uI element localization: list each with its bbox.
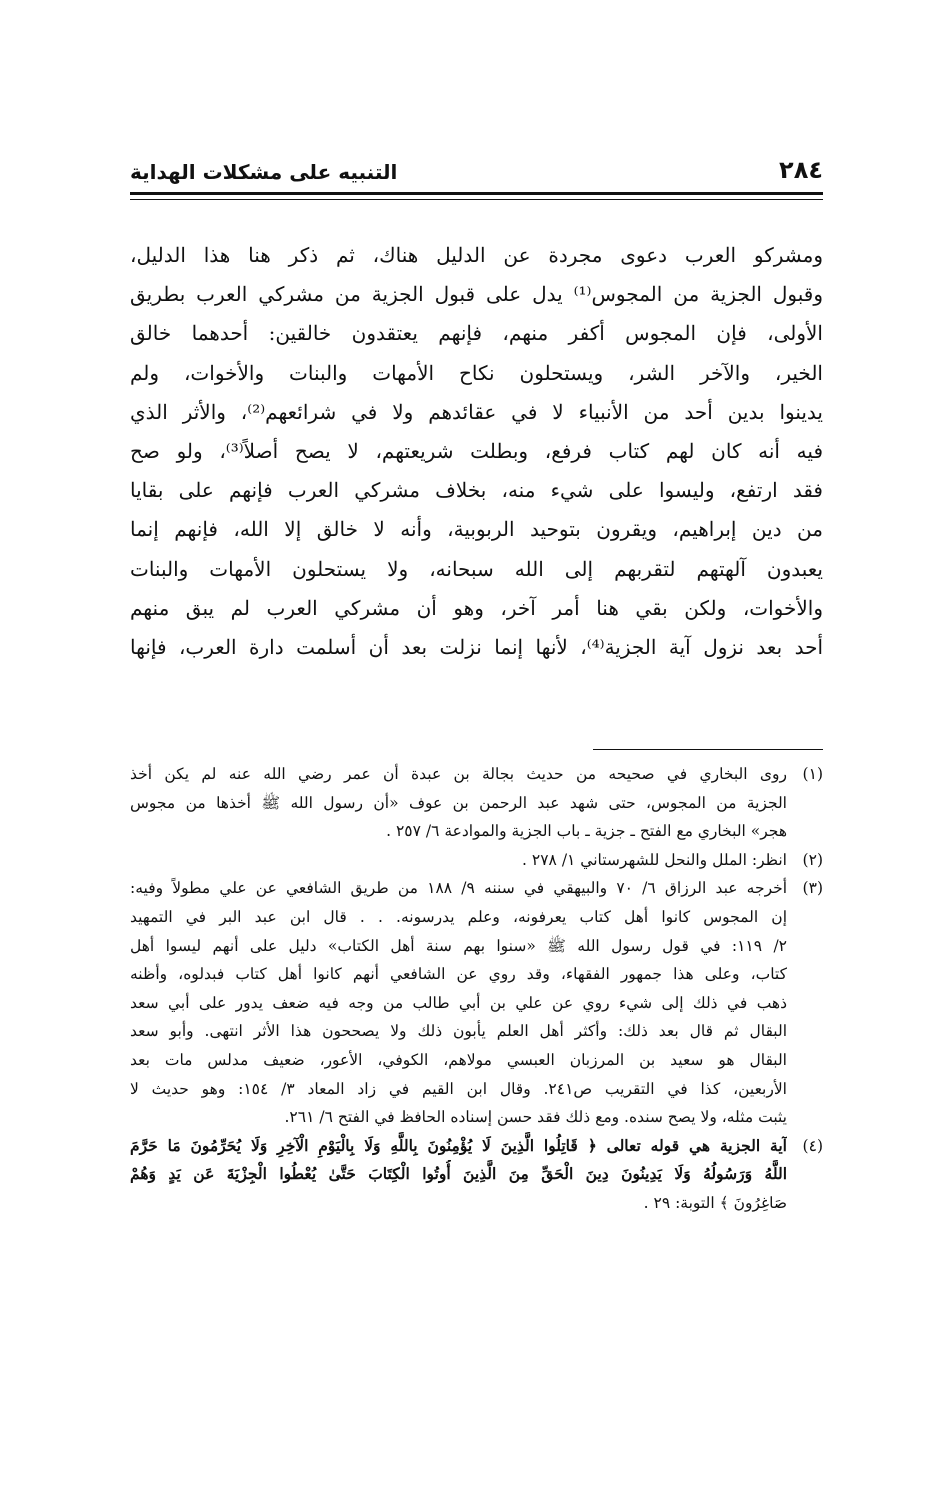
footnote-number: (٢) [802,850,823,869]
header-rule-thick [130,192,823,195]
body-line: يدينوا بدين أحد من الأنبياء لا في عقائدهم ولا في شرائعهم⁽²⁾، والأثر الذي [130,399,823,424]
footnote-line: انظر: الملل والنحل للشهرستاني ١/ ٢٧٨ . [522,850,787,869]
footnote-line: البقال هو سعيد بن المرزبان العبسي مولاهم، الكوفي، الأعور، ضعيف مدلس مات بعد [130,1050,787,1069]
footnote-line: يثبت مثله، ولا يصح سنده. ومع ذلك فقد حسن إسناده الحافظ في الفتح ٦/ ٢٦١. [284,1108,787,1127]
footnotes [130,760,823,1218]
main-text [130,236,823,667]
footnote-line: ٢/ ١١٩: في قول رسول الله ﷺ «سنوا بهم سنة أهل الكتاب» دليل على أنهم ليسوا أهل [130,936,787,955]
footnote-line: أخرجه عبد الرزاق ٦/ ٧٠ والبيهقي في سننه ٩/ ١٨٨ من طريق الشافعي عن علي مطولاً وفيه: [130,879,787,898]
footnote-1 [130,760,823,846]
footnote-line: اللَّهُ وَرَسُولُهُ وَلَا يَدِينُونَ دِينَ الْحَقِّ مِنَ الَّذِينَ أُوتُوا الْكِتَابَ حَتَّىٰ يُعْطُوا الْجِزْيَةَ عَن يَدٍ وَهُمْ [130,1164,787,1184]
footnote-line: كتاب، وعلى هذا جمهور الفقهاء، وقد روي عن الشافعي أنهم كانوا أهل كتاب فبدلوه، وأظنه [130,965,787,984]
footnote-line: ذهب في ذلك إلى شيء روي عن علي بن أبي طالب من وجه فيه ضعف يدور على أبي سعد [130,993,787,1012]
footnote-2 [130,846,823,875]
footnote-line: هجر» البخاري مع الفتح ـ جزية ـ باب الجزية والموادعة ٦/ ٢٥٧ . [386,822,787,841]
page-number: ٢٨٤ [779,156,823,184]
footnote-line: إن المجوس كانوا أهل كتاب يعرفونه، وعلم يدرسونه. . . قال ابن عبد البر في التمهيد [130,907,787,926]
body-line: فيه أنه كان لهم كتاب فرفع، وبطلت شريعتهم، لا يصح أصلاً⁽³⁾، ولو صح [130,438,823,463]
header-rule-thin [130,199,823,200]
footnote-3 [130,874,823,1131]
footnote-number: (٣) [802,879,823,898]
body-line: من دين إبراهيم، ويقرون بتوحيد الربوبية، وأنه لا خالق إلا الله، فإنهم إنما [130,517,823,542]
body-line: الأولى، فإن المجوس أكفر منهم، فإنهم يعتقدون خالقين: أحدهما خالق [130,321,823,346]
body-line: أحد بعد نزول آية الجزية⁽⁴⁾، لأنها إنما نزلت بعد أن أسلمت دارة العرب، فإنها [130,634,823,659]
book-title: التنبيه على مشكلات الهداية [130,160,398,184]
footnote-4 [130,1132,823,1218]
running-head [130,148,823,184]
footnote-line: روى البخاري في صحيحه من حديث بجالة بن عبدة أن عمر رضي الله عنه لم يكن أخذ [130,765,787,783]
body-line: وقبول الجزية من المجوس⁽¹⁾ يدل على قبول الجزية من مشركي العرب بطريق [130,282,823,307]
footnote-line: صَاغِرُونَ ﴾ التوبة: ٢٩ . [643,1193,787,1212]
body-line: الخير، والآخر الشر، ويستحلون نكاح الأمهات والبنات والأخوات، ولم [130,360,823,385]
body-line: فقد ارتفع، وليسوا على شيء منه، بخلاف مشركي العرب فإنهم على بقايا [130,478,823,503]
footnote-separator [593,749,823,750]
footnote-line: البقال ثم قال بعد ذلك: وأكثر أهل العلم يأبون ذلك ولا يصححون هذا الأثر انتهى. وأبو سعد [130,1022,787,1041]
footnote-line: الأربعين، كذا في التقريب ص٢٤١. وقال ابن القيم في زاد المعاد ٣/ ١٥٤: وهو حديث لا [130,1079,787,1098]
body-line: والأخوات، ولكن بقي هنا أمر آخر، وهو أن مشركي العرب لم يبق منهم [130,595,823,620]
footnote-number: (٤) [802,1136,823,1155]
body-line: يعبدون آلهتهم لتقربهم إلى الله سبحانه، ولا يستحلون الأمهات والبنات [130,556,823,581]
footnote-line: الجزية من المجوس، حتى شهد عبد الرحمن بن عوف «أن رسول الله ﷺ أخذها من مجوس [130,793,787,812]
footnote-number: (١) [802,765,823,783]
body-line: ومشركو العرب دعوى مجردة عن الدليل هناك، ثم ذكر هنا هذا الدليل، [130,243,823,267]
footnote-line: آية الجزية هي قوله تعالى ﴿ قَاتِلُوا الَّذِينَ لَا يُؤْمِنُونَ بِاللَّهِ وَلَا بِالْيَوْمِ الْآخِرِ وَلَا يُحَرِّمُونَ مَا حَرَّمَ [130,1135,787,1155]
